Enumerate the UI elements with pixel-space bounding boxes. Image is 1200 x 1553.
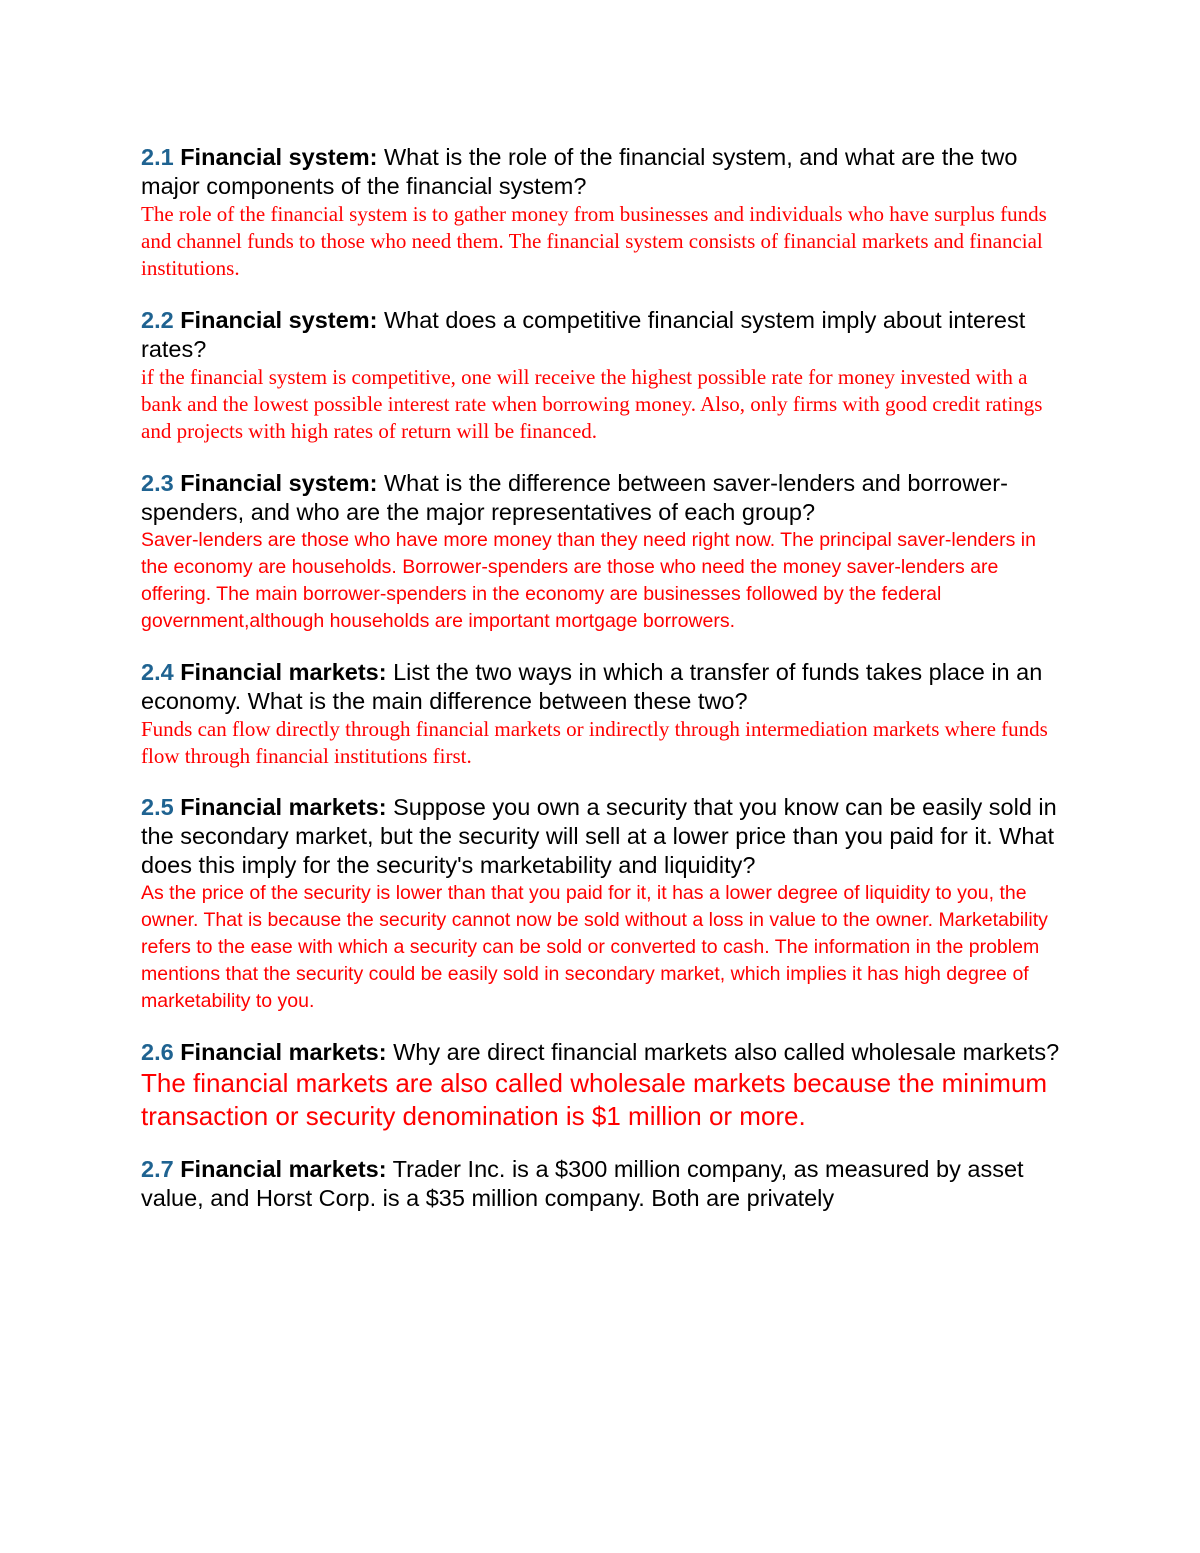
question-number: 2.2 [141,307,174,333]
question-text [141,1155,1061,1213]
question-number: 2.3 [141,470,174,496]
question-block-2-3 [141,469,1061,635]
question-block-2-5 [141,793,1061,1015]
answer-text: The financial markets are also called wholesale markets because the minimum transaction or security denomination is $1 million or more. [141,1068,1048,1131]
question-body: What does a competitive financial system imply about interest rates? [141,307,1026,362]
question-topic: Financial markets: [180,1156,387,1182]
answer-text: Saver-lenders are those who have more money than they need right now. The principal saver-lenders in the economy are households. Borrower-spenders are those who need the money saver-lenders are offering. The main borrower-spenders in the economy are businesses followed by the federal government,although households are important mortgage borrowers. [141,529,1036,632]
question-number: 2.4 [141,659,174,685]
question-body: List the two ways in which a transfer of funds takes place in an economy. What is the main difference between these two? [141,659,1043,714]
question-topic: Financial markets: [180,659,387,685]
question-text [141,793,1061,880]
question-block-2-1 [141,143,1061,282]
question-text [141,306,1061,364]
question-body: Why are direct financial markets also called wholesale markets? [386,1039,1060,1065]
question-topic: Financial system: [180,470,378,496]
question-body: What is the role of the financial system, and what are the two major components of the financial system? [141,144,1018,199]
question-topic: Financial system: [180,307,378,333]
question-number: 2.5 [141,794,174,820]
question-topic: Financial markets: [180,1039,387,1065]
question-block-2-7 [141,1155,1061,1213]
question-topic: Financial system: [180,144,378,170]
question-text [141,1038,1061,1067]
question-topic: Financial markets: [180,794,387,820]
question-block-2-4 [141,658,1061,770]
answer-text: Funds can flow directly through financial markets or indirectly through intermediation markets where funds flow through financial institutions first. [141,717,1048,768]
question-text [141,658,1061,716]
question-number: 2.6 [141,1039,174,1065]
answer-text: if the financial system is competitive, one will receive the highest possible rate for money invested with a bank and the lowest possible interest rate when borrowing money. Also, only firms with good credit ratings and projects with high rates of return will be financed. [141,365,1043,443]
question-number: 2.7 [141,1156,174,1182]
question-text [141,143,1061,201]
question-body: Trader Inc. is a $300 million company, as measured by asset value, and Horst Corp. is a $35 million company. Both are privately [141,1156,1024,1211]
document-body [141,143,1061,1213]
question-body: Suppose you own a security that you know can be easily sold in the secondary market, but the security will sell at a lower price than you paid for it. What does this imply for the security's marketability and liquidity? [141,794,1057,878]
question-block-2-6 [141,1038,1061,1133]
question-text [141,469,1061,527]
answer-text: The role of the financial system is to gather money from businesses and individuals who have surplus funds and channel funds to those who need them. The financial system consists of financial markets and financial institutions. [141,202,1047,280]
question-number: 2.1 [141,144,174,170]
question-block-2-2 [141,306,1061,445]
question-body: What is the difference between saver-lenders and borrower-spenders, and who are the major representatives of each group? [141,470,1008,525]
answer-text: As the price of the security is lower than that you paid for it, it has a lower degree of liquidity to you, the owner. That is because the security cannot now be sold without a loss in value to the owner. Marketability refers to the ease with which a security can be sold or converted to cash. The information in the problem mentions that the security could be easily sold in secondary market, which implies it has high degree of marketability to you. [141,882,1048,1012]
